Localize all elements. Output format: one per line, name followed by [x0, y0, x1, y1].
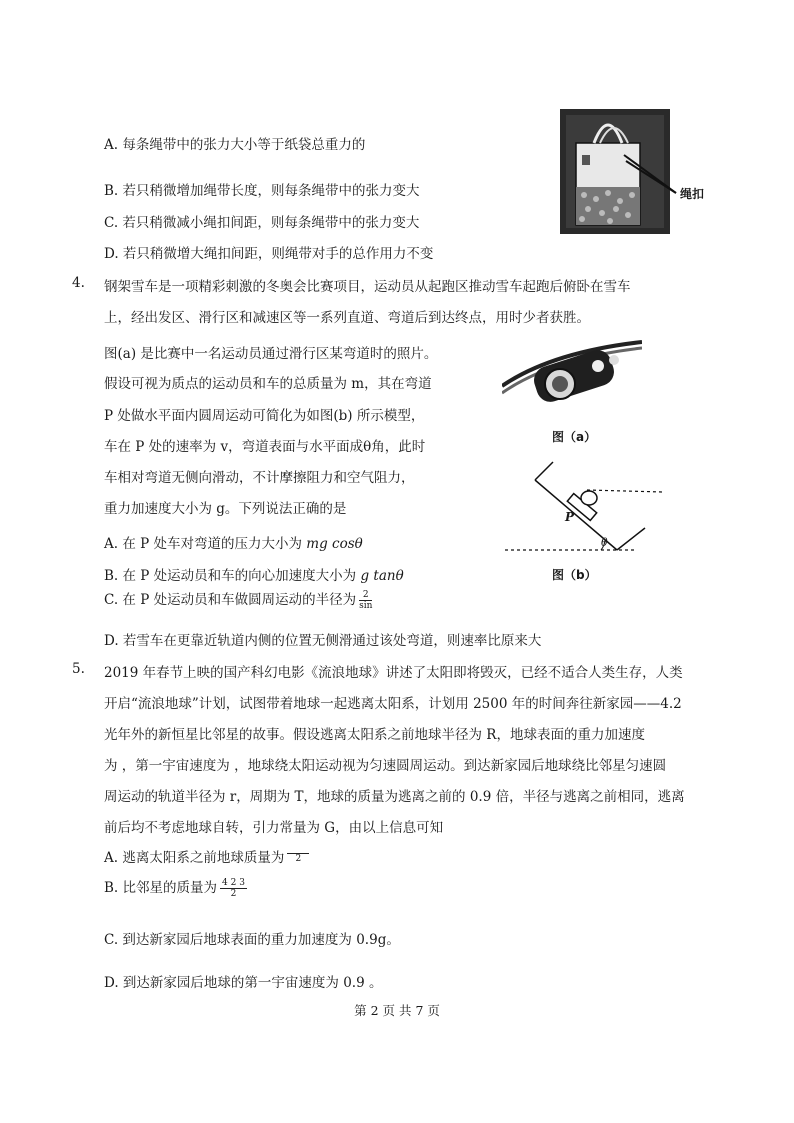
- q5-option-d: D. 到达新家园后地球的第一宇宙速度为 0.9 。: [104, 975, 383, 991]
- q4-option-a-formula: mg cosθ: [306, 536, 363, 552]
- paper-bag-figure: [558, 105, 718, 240]
- q4-option-b: B. 在 P 处运动员和车的向心加速度大小为 g tanθ: [104, 568, 404, 584]
- q4-line-3: 图(a) 是比赛中一名运动员通过滑行区某弯道时的照片。: [104, 346, 438, 362]
- q5-option-b: B. 比邻星的质量为 $\frac{4 2 3}{2}$: [104, 878, 245, 899]
- figure-a-caption: 图（a）: [552, 430, 597, 444]
- q5-option-c: C. 到达新家园后地球表面的重力加速度为 0.9g。: [104, 932, 400, 948]
- figure-b-diagram: [505, 458, 665, 558]
- rope-knot-label: 绳扣: [680, 187, 705, 201]
- q5-line-1: 2019 年春节上映的国产科幻电影《流浪地球》讲述了太阳即将毁灭，已经不适合人类生存，人类: [104, 665, 683, 681]
- q4-line-6: 车在 P 处的速率为 v，弯道表面与水平面成θ角，此时: [104, 439, 426, 455]
- figure-a-photo: [502, 338, 642, 418]
- q3-option-b: B. 若只稍微增加绳带长度，则每条绳带中的张力变大: [104, 183, 420, 199]
- q5-option-b-fraction: $\frac{4 2 3}{2}$: [222, 878, 245, 899]
- q4-option-c: C. 在 P 处运动员和车做圆周运动的半径为 $\frac{2}{\sin}$: [104, 590, 373, 611]
- q5-line-6: 前后均不考虑地球自转，引力常量为 G，由以上信息可知: [104, 820, 444, 836]
- q3-option-a: A. 每条绳带中的张力大小等于纸袋总重力的: [104, 137, 366, 153]
- q5-option-a: A. 逃离太阳系之前地球质量为 2: [104, 846, 309, 866]
- q4-line-4: 假设可视为质点的运动员和车的总质量为 m，其在弯道: [104, 376, 432, 392]
- q4-line-1: 钢架雪车是一项精彩刺激的冬奥会比赛项目，运动员从起跑区推动雪车起跑后俯卧在雪车: [104, 279, 631, 295]
- figure-b-point-p: P: [565, 510, 575, 524]
- figure-b-theta: θ: [601, 536, 608, 549]
- page-footer: 第 2 页 共 7 页: [354, 1003, 440, 1018]
- q4-option-c-fraction: $\frac{2}{\sin}$: [359, 590, 373, 611]
- q5-line-4: 为 ，第一宇宙速度为 ，地球绕太阳运动视为匀速圆周运动。到达新家园后地球绕比邻星匀速圆: [104, 758, 667, 774]
- q5-option-a-fraction: 2: [287, 853, 309, 864]
- q3-option-c: C. 若只稍微减小绳扣间距，则每条绳带中的张力变大: [104, 215, 420, 231]
- figure-b-caption: 图（b）: [552, 568, 597, 582]
- q5-line-3: 光年外的新恒星比邻星的故事。假设逃离太阳系之前地球半径为 R，地球表面的重力加速度: [104, 727, 645, 743]
- q4-line-5: P 处做水平面内圆周运动可简化为如图(b) 所示模型，: [104, 408, 425, 424]
- q4-number: 4.: [72, 275, 85, 291]
- q4-option-a: A. 在 P 处车对弯道的压力大小为 mg cosθ: [104, 536, 363, 552]
- q5-number: 5.: [72, 661, 85, 677]
- q4-option-b-formula: g tanθ: [360, 568, 404, 584]
- q3-option-d: D. 若只稍微增大绳扣间距，则绳带对手的总作用力不变: [104, 246, 434, 262]
- q5-line-5: 周运动的轨道半径为 r，周期为 T，地球的质量为逃离之前的 0.9 倍，半径与逃离之前相同，逃离: [104, 789, 685, 805]
- q4-option-d: D. 若雪车在更靠近轨道内侧的位置无侧滑通过该处弯道，则速率比原来大: [104, 633, 542, 649]
- q5-line-2: 开启“流浪地球”计划，试图带着地球一起逃离太阳系，计划用 2500 年的时间奔往新家园——4.2: [104, 696, 682, 712]
- q4-line-2: 上，经出发区、滑行区和减速区等一系列直道、弯道后到达终点，用时少者获胜。: [104, 310, 590, 326]
- q4-line-7: 车相对弯道无侧向滑动，不计摩擦阻力和空气阻力，: [104, 470, 415, 486]
- q4-line-8: 重力加速度大小为 g。下列说法正确的是: [104, 501, 347, 517]
